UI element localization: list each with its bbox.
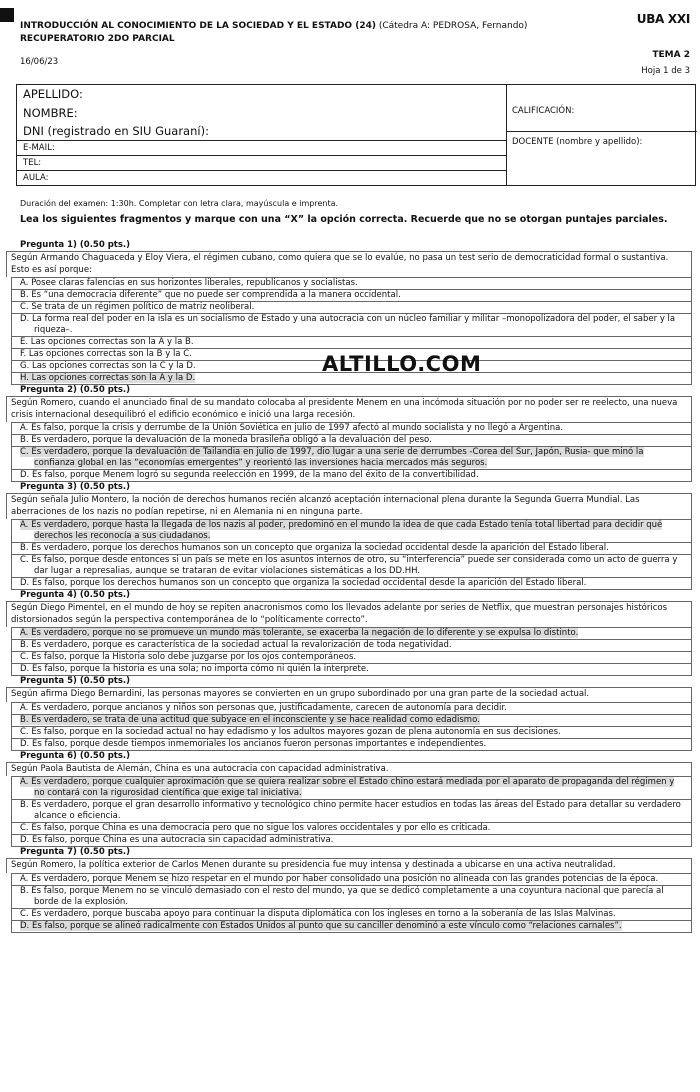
answer-option-text: B. Es verdadero, se trata de una actitud que subyace en el inconsciente y se hace realidad como edadismo.	[20, 714, 480, 725]
answer-option-text: D. Es falso, porque la historia es una sola; no importa cómo ni quién la interprete.	[20, 664, 369, 674]
answer-option-text: D. La forma real del poder en la isla es un socialismo de Estado y una autocracia con un núcleo familiar y militar –monopolizadora del poder, el saber y la riqueza–.	[20, 314, 676, 335]
answer-option-text: B. Es verdadero, porque el gran desarrollo informativo y tecnológico chino permite hacer estudios en todas las áreas del Estado para detallar su verdadero alcance o eficiencia.	[20, 800, 681, 821]
answer-option[interactable]	[11, 873, 692, 885]
calificacion-field[interactable]: CALIFICACIÓN:	[507, 85, 697, 132]
option-list	[6, 702, 692, 751]
uba-logo: UBA XXI	[636, 12, 690, 26]
answer-option[interactable]	[11, 908, 692, 920]
answer-option[interactable]	[11, 776, 692, 799]
answer-option-text: B. Es falso, porque Menem no se vinculó demasiado con el resto del mundo, ya que se dedicó completamente a una coyuntura nacional que parecía al borde de la explosión.	[20, 885, 664, 907]
answer-option[interactable]	[11, 554, 692, 577]
question-heading: Pregunta 5) (0.50 pts.)	[20, 676, 131, 686]
question-text: Según Armando Chaguaceda y Eloy Viera, el régimen cubano, como quiera que se lo evalúe, no pasa un test serio de democraticidad formal o sustantiva. Esto es así porque:	[6, 251, 692, 277]
question-list	[6, 240, 692, 933]
option-list	[6, 776, 692, 847]
answer-option-text: A. Posee claras falencias en sus horizontes liberales, republicanos y socialistas.	[20, 278, 358, 288]
question-heading: Pregunta 6) (0.50 pts.)	[20, 750, 131, 761]
question-text: Según Romero, la política exterior de Carlos Menen durante su presidencia fue muy intensa y destinada a ubicarse en una activa neutralidad.	[6, 858, 692, 873]
answer-option-text: A. Es verdadero, porque Menem se hizo respetar en el mundo por haber consolidado una posición no alineada con las grandes potencias de la época.	[20, 873, 659, 884]
answer-option-text: D. Es falso, porque se alineó radicalmente con Estados Unidos al punto que su canciller denominó a este vínculo como “relaciones carnales”.	[20, 920, 622, 931]
answer-option[interactable]	[11, 422, 692, 434]
question-heading: Pregunta 1) (0.50 pts.)	[20, 240, 131, 250]
question-text: Según afirma Diego Bernardini, las personas mayores se convierten en un grupo subordinado por una gran parte de la sociedad actual.	[6, 687, 692, 702]
answer-option-text: B. Es “una democracia diferente” que no puede ser comprendida a la manera occidental.	[20, 290, 401, 300]
answer-option-text: D. Es falso, porque los derechos humanos son un concepto que organiza la sociedad occidental desde la aparición del Estado liberal.	[20, 578, 587, 588]
option-list	[6, 519, 692, 590]
tel-field[interactable]: TEL:	[17, 156, 507, 171]
answer-option-text: D. Es falso, porque Menem logró su segunda reelección en 1999, de la mano del éxito de la convertibilidad.	[20, 470, 479, 480]
course-chair: (Cátedra A: PEDROSA, Fernando)	[375, 21, 528, 31]
apellido-field[interactable]: APELLIDO:	[17, 85, 507, 104]
email-field[interactable]: E-MAIL:	[17, 141, 507, 156]
exam-subtitle: RECUPERATORIO 2DO PARCIAL	[20, 34, 175, 44]
answer-option[interactable]	[11, 313, 692, 336]
answer-option-text: C. Es falso, porque desde entonces si un país se mete en los asuntos internos de otro, su “interferencia” puede ser considerada como un acto de guerra y dar lugar a represalias, aunque se trataran de evitar violaciones sistemáticas a los DD.HH.	[20, 555, 678, 576]
answer-option[interactable]	[11, 920, 692, 933]
question-text: Según Diego Pimentel, en el mundo de hoy se repiten anacronismos como los llevados adelante por series de Netflix, que muestran personajes históricos distorsionados según la perspectiva contemporánea de lo “políticamente correcto”.	[6, 601, 692, 627]
page-count: Hoja 1 de 3	[641, 66, 690, 76]
answer-option-text: H. Las opciones correctas son la A y la D.	[20, 373, 196, 383]
answer-option[interactable]	[11, 651, 692, 663]
corner-mark	[0, 8, 14, 22]
question-heading: Pregunta 4) (0.50 pts.)	[20, 590, 131, 600]
answer-option-text: A. Es verdadero, porque no se promueve un mundo más tolerante, se exacerba la negación de lo diferente y se expulsa lo distinto.	[20, 628, 579, 638]
answer-option-text: D. Es falso, porque desde tiempos inmemoriales los ancianos fueron personas importantes e independientes.	[20, 738, 487, 749]
answer-option[interactable]	[11, 702, 692, 714]
answer-option[interactable]	[11, 446, 692, 469]
answer-option-text: D. Es falso, porque China es una autocracia sin capacidad administrativa.	[20, 835, 334, 845]
exam-date: 16/06/23	[20, 57, 59, 67]
exam-header	[20, 20, 527, 46]
answer-option-text: B. Es verdadero, porque los derechos humanos son un concepto que organiza la sociedad occidental desde la aparición del Estado liberal.	[20, 543, 609, 553]
answer-option[interactable]	[11, 663, 692, 676]
answer-option-text: B. Es verdadero, porque es característica de la sociedad actual la revalorización de toda negatividad.	[20, 640, 452, 650]
nombre-field[interactable]: NOMBRE:	[17, 104, 507, 122]
option-list	[6, 873, 692, 933]
answer-option[interactable]	[11, 834, 692, 847]
answer-option-text: C. Es falso, porque en la sociedad actual no hay edadismo y los adultos mayores gozan de plena autonomía en sus decisiones.	[20, 726, 561, 737]
answer-option-text: A. Es verdadero, porque hasta la llegada de los nazis al poder, predominó en el mundo la idea de que cada Estado tenía total libertad para decidir qué derechos les reconocía a sus ciudadanos.	[20, 520, 663, 541]
course-title: INTRODUCCIÓN AL CONOCIMIENTO DE LA SOCIEDAD Y EL ESTADO (24)	[20, 21, 376, 31]
altillo-watermark: ALTILLO.COM	[322, 352, 482, 376]
answer-option[interactable]	[11, 289, 692, 301]
question-text: Según Romero, cuando el anunciado final de su mandato colocaba al presidente Menem en una incómoda situación por no poder ser re reelecto, una nueva crisis internacional desequilibró el edificio económico e inició una larga recesión.	[6, 396, 692, 422]
answer-option[interactable]	[11, 542, 692, 554]
question-text: Según señala Julio Montero, la noción de derechos humanos recién alcanzó aceptación internacional plena durante la Segunda Guerra Mundial. Las aberraciones de los nazis no podían repetirse, ni en Alemania ni en ninguna parte.	[6, 493, 692, 519]
answer-option-text: C. Se trata de un régimen político de matriz neoliberal.	[20, 302, 255, 312]
answer-option[interactable]	[11, 726, 692, 738]
option-list	[6, 422, 692, 482]
answer-option[interactable]	[11, 301, 692, 313]
answer-option-text: C. Es verdadero, porque buscaba apoyo para continuar la disputa diplomática con los ingleses en torno a la soberanía de las Islas Malvinas.	[20, 908, 616, 919]
answer-option-text: C. Es verdadero, porque la devaluación de Tailandia en julio de 1997, dio lugar a una serie de derrumbes -Corea del Sur, Japón, Rusia- que minó la confianza global en las “economías emergentes” y reorientó las inversiones hacia mercados más seguros.	[20, 447, 644, 468]
answer-option[interactable]	[11, 519, 692, 542]
answer-option[interactable]	[11, 738, 692, 751]
answer-option-text: G. Las opciones correctas son la C y la D.	[20, 361, 196, 371]
answer-option-text: B. Es verdadero, porque la devaluación de la moneda brasileña obligó a la devaluación del peso.	[20, 435, 432, 445]
student-form	[16, 84, 696, 186]
answer-option[interactable]	[11, 336, 692, 348]
answer-option-text: C. Es falso, porque China es una democracia pero que no sigue los valores occidentales y por ello es criticada.	[20, 823, 491, 833]
answer-option-text: A. Es verdadero, porque cualquier aproximación que se quiera realizar sobre el Estado chino estará mediada por el aparato de propaganda del régimen y no contará con la rigurosidad científica que exige tal iniciativa.	[20, 777, 675, 798]
answer-option[interactable]	[11, 577, 692, 590]
answer-option-text: F. Las opciones correctas son la B y la C.	[20, 349, 192, 359]
answer-option[interactable]	[11, 822, 692, 834]
answer-option[interactable]	[11, 277, 692, 289]
answer-option-text: A. Es verdadero, porque ancianos y niños son personas que, justificadamente, carecen de autonomía para decidir.	[20, 702, 507, 713]
exam-duration: Duración del examen: 1:30h. Completar con letra clara, mayúscula e imprenta.	[20, 199, 339, 208]
answer-option-text: E. Las opciones correctas son la A y la B.	[20, 337, 194, 347]
answer-option-text: C. Es falso, porque la Historia solo debe juzgarse por los ojos contemporáneos.	[20, 652, 357, 662]
answer-option[interactable]	[11, 885, 692, 908]
answer-option[interactable]	[11, 627, 692, 639]
question-heading: Pregunta 7) (0.50 pts.)	[20, 847, 131, 857]
aula-field[interactable]: AULA:	[17, 171, 507, 185]
question-heading: Pregunta 3) (0.50 pts.)	[20, 482, 131, 492]
question-heading: Pregunta 2) (0.50 pts.)	[20, 385, 131, 395]
answer-option[interactable]	[11, 434, 692, 446]
docente-field[interactable]: DOCENTE (nombre y apellido):	[512, 137, 643, 147]
answer-option[interactable]	[11, 714, 692, 726]
answer-option[interactable]	[11, 469, 692, 482]
answer-option[interactable]	[11, 639, 692, 651]
answer-option-text: A. Es falso, porque la crisis y derrumbe de la Unión Soviética en julio de 1997 afectó al mundo socialista y no llegó a Argentina.	[20, 423, 564, 433]
dni-field[interactable]: DNI (registrado en SIU Guaraní):	[17, 122, 507, 141]
tema-label: TEMA 2	[652, 50, 690, 60]
exam-instruction: Lea los siguientes fragmentos y marque con una “X” la opción correcta. Recuerde que no se otorgan puntajes parciales.	[20, 214, 668, 225]
question-text: Según Paola Bautista de Alemán, China es una autocracia con capacidad administrativa.	[6, 762, 692, 777]
option-list	[6, 627, 692, 676]
answer-option[interactable]	[11, 799, 692, 822]
